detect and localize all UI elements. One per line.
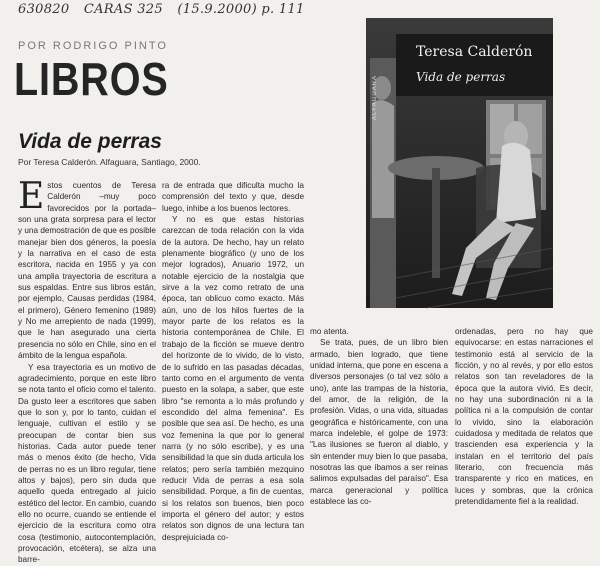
paragraph: Estos cuentos de Teresa Calderón –muy poco favorecidos por la portada– son una grata sorpresa para el lector y una demostración de que es posible manejar bien dos géneros, la poesía y la narrativa en el caso de esta escritora, nacida en 1955 y ya con una amplia trayectoria de escritura a sus espaldas. Entre sus libros están, por ejemplo, Causas perdidas (1984, el primero), Género femenino (1989) y No me arrepiento de nada (1999), que le han asegurado una cierta presencia no sólo en Chile, sino en el ámbito de la lengua española. [18,176,156,361]
article-column-1 [18,176,156,565]
cover-photo-illustration [366,18,553,308]
section-title: LIBROS [14,53,169,105]
drop-cap: E [18,176,45,217]
cover-author: Teresa Calderón [416,44,533,60]
handwritten-archive-note [18,2,378,20]
article-column-4 [455,326,593,507]
archive-number: 630820 [18,2,70,17]
book-cover [366,18,553,308]
source-publication: CARAS 325 [83,2,163,17]
byline: POR RODRIGO PINTO [18,40,168,52]
cover-publisher: ALFAGUARA [372,74,378,120]
paragraph: Y esa trayectoria es un motivo de agradecimiento, porque en este libro se nota tanto el oficio como el talento. Da gusto leer a escritores que saben que lo son y, por lo tanto, cuidan el lenguaje, cultivan el estilo y se preocupan de contar bien sus historias. Cada autor puede tener más o menos éxito (de hecho, Vida de perras no es un libro regular, tiene altos y bajos), pero sin duda que aquello queda entregado al juicio estético del lector. En cambio, cuando ello no ocurre, cuando se entiende el ejercicio de la escritura como otra cosa (testimonio, autocontemplación, provocación, etcétera), se alza una barre- [18,362,156,565]
paragraph: Se trata, pues, de un libro bien armado, bien logrado, que tiene unidad interna, que pone en escena a diversos personajes (o tal vez sólo a uno), ante las trampas de la historia, del amor, de la religión, de la profesión. Vidas, o una vida, situadas geográfica e históricamente, con una marca indeleble, el golpe de 1973: "Las ilusiones se fueron al diablo, y sin entender muy bien lo que pasaba, nosotras las que íbamos a ser reinas salimos expulsadas del paraíso". Esa marca generacional y política establece las co- [310,338,448,507]
book-title-heading: Vida de perras [18,130,162,153]
book-metadata: Por Teresa Calderón. Alfaguara, Santiago, 2000. [18,157,201,167]
paragraph: ra de entrada que dificulta mucho la comprensión del texto y que, desde luego, inhibe a los buenos lectores. [162,181,304,213]
paragraph: ordenadas, pero no hay que equivocarse: en estas narraciones el testimonio está al servicio de la ficción, y no al revés, y por ello estos relatos son tan reveladores de la época que la autora vivió. Es decir, no hay una subordinación ni a la política ni a la compulsión de contar lo vivido, sino la elaboración cuidadosa y meditada de relatos que trascienden esa experiencia y la instalan en el territorio del país literario, con frecuencia más transparente y rico en matices, en luces y sombras, que la crónica pretendidamente fiel a la realidad. [455,327,593,507]
paragraph: Y no es que estas historias carezcan de toda relación con la vida de la autora. De hecho, hay un relato plenamente biográfico (y uno de los mejor logrados), Anuario 1972, un notable ejercicio de la nostalgia que sirve a la vez como retrato de una época, tan oblicuo como exacto. Más aún, uno de los hilos fuertes de la mayor parte de los relatos es la historia contemporánea de Chile. El trabajo de la ficción se mueve dentro del horizonte de lo vivido, de lo visto, de lo sufrido en las pasadas décadas, tanto como en el argumento de venta puesto en la solapa, a saber, que este libro "se remonta a lo más profundo y escondido del alma femenina". Es posible que sea así. De hecho, es una voz femenina la que por lo general narra (y no sólo escribe), y es una sensibilidad la que sin duda articula los relatos; pero sería también mezquino reducir Vida de perras a esa sola sensibilidad. Porque, a fin de cuentas, si los relatos son buenos, bien poco importa el género del autor; y estos relatos son dignos de una lectura tan desprejuiciada co- [162,215,305,542]
article-column-2 [162,180,305,542]
source-date-page: (15.9.2000) p. 111 [177,2,305,17]
article-column-3 [310,326,448,507]
cover-title: Vida de perras [416,70,506,84]
paragraph: mo atenta. [310,327,349,336]
